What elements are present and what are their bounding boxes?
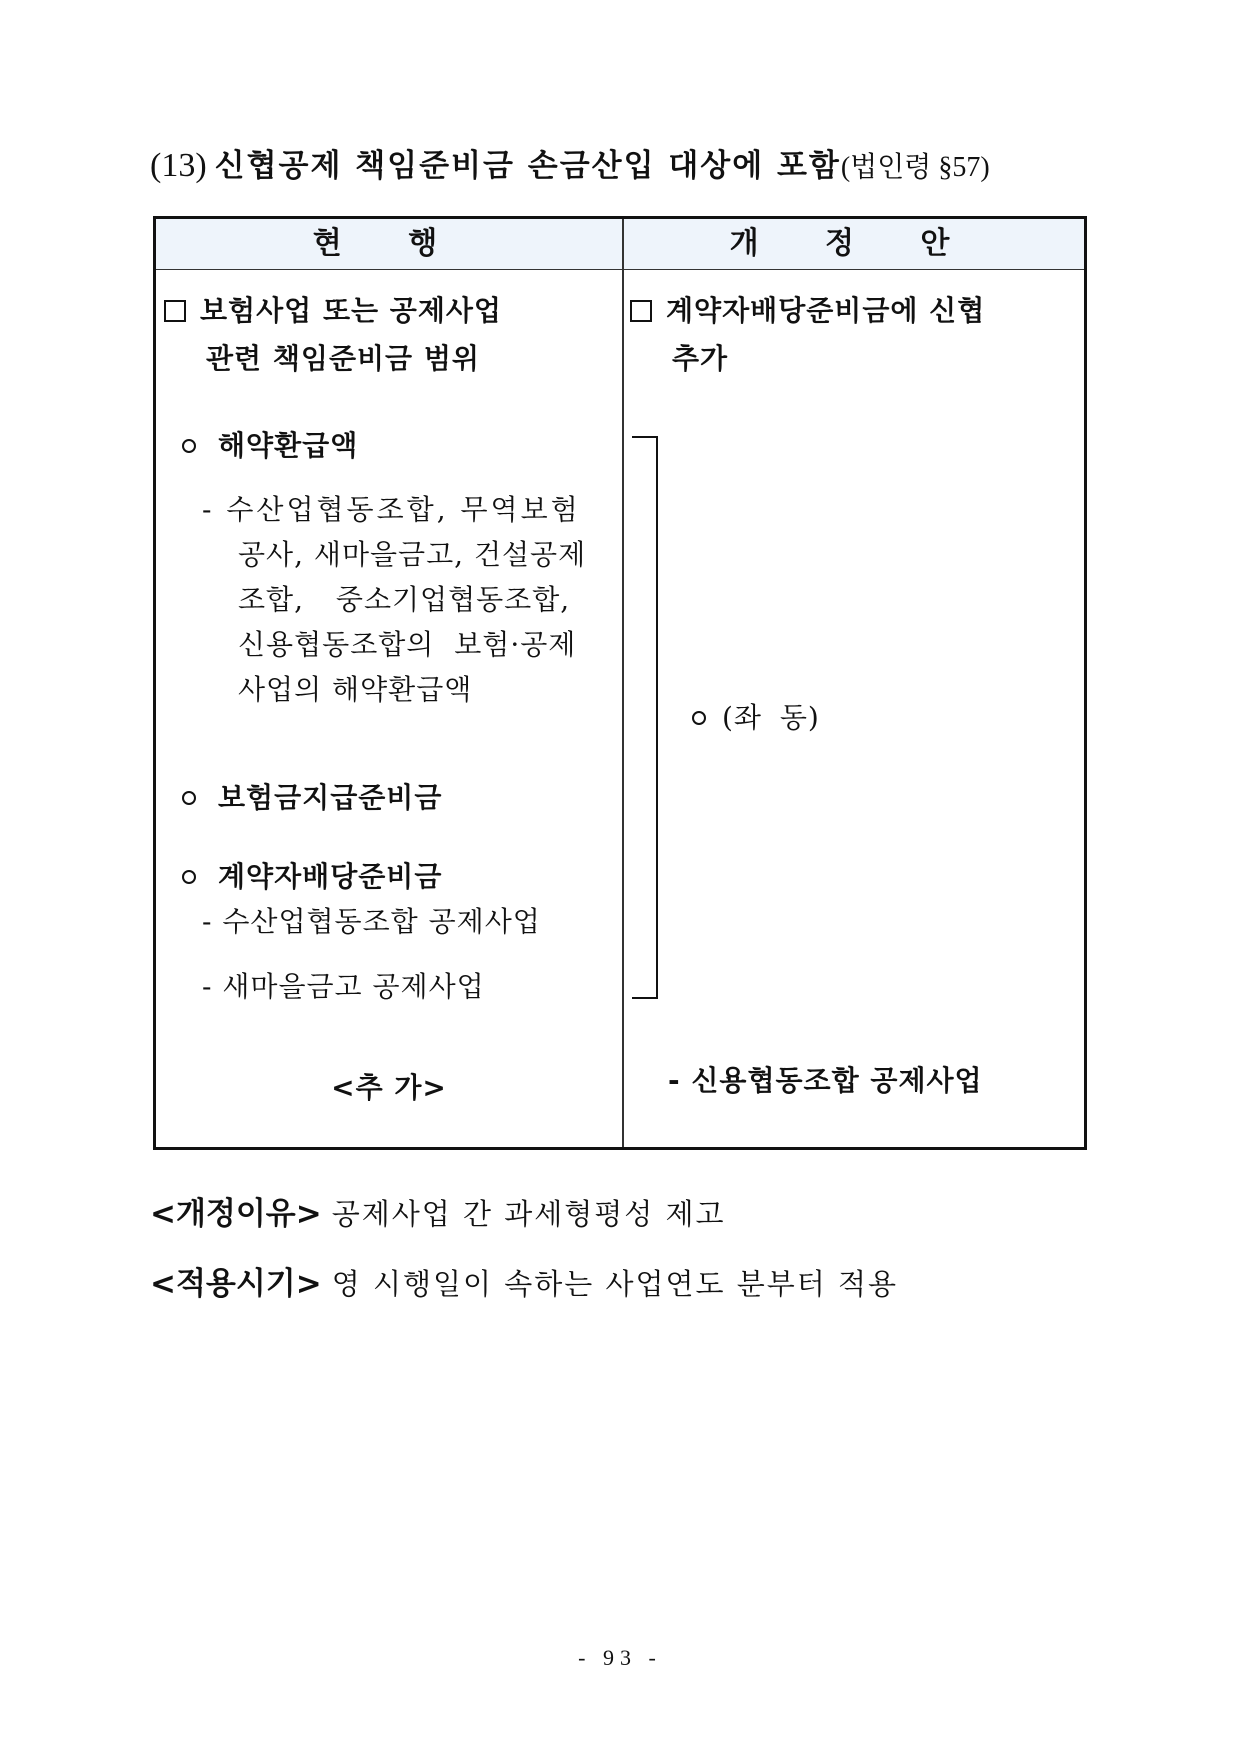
reason-text: 공제사업 간 과세형평성 제고 [331,1197,726,1231]
current-item1-label: 해약환급액 [218,429,359,462]
bracket-line [632,436,658,999]
apply-text: 영 시행일이 속하는 사업연도 분부터 적용 [331,1267,899,1301]
reason-label: <개정이유> [150,1196,322,1232]
current-box-line1: 보험사업 또는 공제사업 [200,294,502,327]
current-item-claim-reserve [182,776,442,816]
apply-label: <적용시기> [150,1266,322,1302]
current-item3-sub1: - 수산업협동조합 공제사업 [202,905,541,938]
circle-bullet-icon [182,870,196,884]
current-item3-sub2: - 새마을금고 공제사업 [202,970,485,1003]
current-item1-line2: 공사, 새마을금고, 건설공제 [238,538,587,571]
page-title [150,140,1090,185]
revised-box-heading [630,287,985,383]
current-item1-line3: 조합, 중소기업협동조합, [238,583,571,616]
revised-same-label: (좌 동) [722,701,820,734]
header-revised: 개 정 안 [729,226,978,261]
current-item-dividend-reserve [182,855,442,895]
section-number: (13) [150,147,207,184]
current-addition-marker: <추 가> [331,1071,447,1104]
current-box-line2: 관련 책임준비금 범위 [206,342,480,375]
revised-addition: - 신용협동조합 공제사업 [668,1064,983,1097]
column-divider [622,219,624,1147]
application-date [150,1258,898,1303]
legal-reference: (법인령 §57) [840,152,990,183]
table-header [156,219,1084,270]
current-item3-label: 계약자배당준비금 [218,860,443,893]
revised-same-as-left [692,695,820,740]
comparison-table [153,216,1087,1150]
page-number: - 93 - [578,1645,662,1670]
section-heading: 신협공제 책임준비금 손금산입 대상에 포함 [214,148,841,184]
checkbox-square-icon [630,300,652,322]
checkbox-square-icon [164,300,186,322]
current-item1-line1: - 수산업협동조합, 무역보험 [202,493,581,526]
circle-bullet-icon [182,791,196,805]
current-item1-line5: 사업의 해약환급액 [238,673,473,706]
amendment-reason [150,1188,726,1233]
circle-bullet-icon [182,439,196,453]
revised-box-line2: 추가 [672,342,729,375]
current-item-surrender-value [182,424,358,464]
circle-bullet-icon [692,711,706,725]
current-item1-line4: 신용협동조합의 보험·공제 [238,628,577,661]
current-box-heading [164,287,502,383]
header-current: 현 행 [312,226,466,261]
revised-box-line1: 계약자배당준비금에 신협 [666,294,986,327]
current-item1-detail [202,487,586,712]
current-item2-label: 보험금지급준비금 [218,781,443,814]
